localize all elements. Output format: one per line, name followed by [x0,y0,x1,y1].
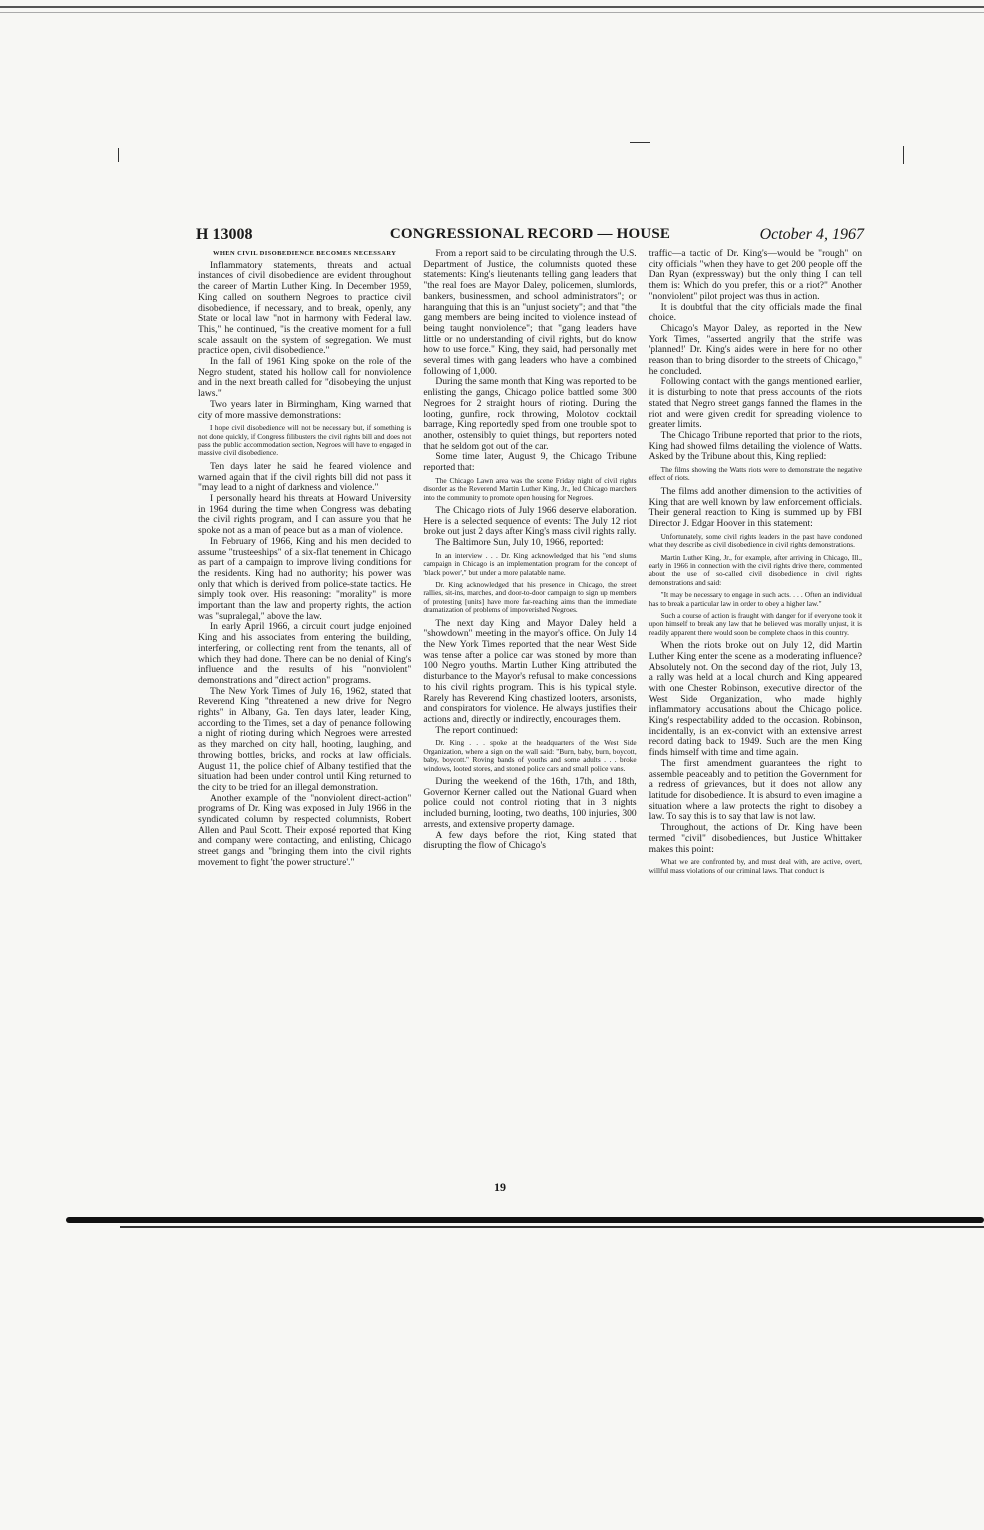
paragraph: Chicago's Mayor Daley, as reported in the New York Times, "asserted angrily that the strife was 'planned!' Dr. King's aides were in here for no other reason than to bring disorder to the streets of Chicago," he concluded. [648,322,862,377]
quoted-paragraph: The films showing the Watts riots were to demonstrate the negative effect of riots. [648,465,862,483]
paragraph: From a report said to be circulating through the U.S. Department of Justice, the columnists quoted these statements: King's lieutenants telling gang leaders that "the real foes are Mayor Daley, policemen, slumlords, bankers, businessmen, and school administrators"; or haranguing that this is an "unjust society"; and that "the gang members are being incited to violence instead of being taught nonviolence"; that "gang leaders have little or no understanding of civil rights, but do know how to use force." King, they said, had personally met several times with gang leaders who have a combined following of 1,000. [423,248,637,377]
bottom-border-rule [66,1217,984,1223]
paragraph: The Chicago Tribune reported that prior to the riots, King had showed films detailing the violence of Watts. Asked by the Tribune about this, King replied: [648,429,862,463]
quoted-paragraph: In an interview . . . Dr. King acknowledged that his "end slums campaign in Chicago is an implementation program for the concept of 'black power'," but under a more palatable name. [423,550,637,577]
scan-mark [118,148,119,162]
quoted-paragraph: Dr. King . . . spoke at the headquarters of the West Side Organization, where a sign on the wall said: "Burn, baby, burn, boycott, baby, boycott." Roving bands of youths and some adults . . . broke windows, looted stores, and stoned police cars and small police vans. [423,738,637,773]
publication-date: October 4, 1967 [759,226,864,243]
paragraph: Inflammatory statements, threats and actual instances of civil disobedience are evident throughout the career of Martin Luther King. In December 1959, King called on southern Negroes to practice civil disobedience, if necessary, and to break, openly, any State or local law "not in harmony with Federal law. This," he continued, "is the creative moment for a full scale assault on the system of segregation. We must practice open, civil disobedience." [198,259,412,357]
scan-mark [903,146,904,164]
quoted-paragraph: "It may be necessary to engage in such acts. . . . Often an individual has to break a particular law in order to obey a higher law." [648,590,862,608]
paragraph: When the riots broke out on July 12, did Martin Luther King enter the scene as a moderating influence? Absolutely not. On the second day of the riot, July 13, a rally was held at a local church and King appeared with one Chester Robinson, executive director of the West Side Organization, who made highly inflammatory accusations about the Chicago police. King's respectability added to the occasion. Robinson, incidentally, is an ex-convict with an extensive arrest record dating back to 1949. Such are the men King finds himself with time and time again. [648,640,862,759]
paragraph: Following contact with the gangs mentioned earlier, it is disturbing to note that press accounts of the riots stated that Negro street gangs fanned the flames in the riot and were given credit for spreading violence to greater limits. [648,376,862,431]
paragraph: During the same month that King was reported to be enlisting the gangs, Chicago police battled some 300 Negroes for 2 straight hours of rioting. During the looting, gunfire, rock throwing, Molotov cocktail barrage, King reportedly sped from one trouble spot to another, ostensibly to quiet things, but reporters noted that he seldom got out of the car. [423,376,637,452]
paragraph: I personally heard his threats at Howard University in 1964 during the time when Congress was debating the civil rights program, and I can assure you that he spoke not as a man of peace but as a man of violence. [198,492,412,537]
paragraph: In the fall of 1961 King spoke on the role of the Negro student, stated his hollow call for nonviolence and in the next breath called for "disobeying the unjust laws." [198,356,412,400]
paragraph: The Chicago riots of July 1966 deserve elaboration. Here is a selected sequence of events: The July 12 riot broke out just 2 days after King's mass civil rights rally. [423,504,637,538]
paragraph: Some time later, August 9, the Chicago Tribune reported that: [423,451,637,474]
column-1 [198,249,411,869]
page-id: H 13008 [196,226,253,243]
paragraph: Throughout, the actions of Dr. King have been termed "civil" disobediences, but Justice Whittaker makes this point: [648,822,862,855]
column-3 [648,248,862,875]
bottom-border-rule-thin [120,1226,984,1228]
paragraph: During the weekend of the 16th, 17th, and 18th, Governor Kerner called out the National Guard when police could not control rioting that in 3 nights included burning, looting, two deaths, 100 injuries, 300 arrests, and extensive property damage. [423,776,637,830]
paragraph: The next day King and Mayor Daley held a "showdown" meeting in the mayor's office. On July 14 the New York Times reported that the near West Side was tense after a police car was stoned by more than 100 Negro youths. Martin Luther King attributed the disturbance to the Mayor's refusal to make concessions to his civil rights program. This is his typical style. Rarely has Reverend King chastized looters, arsonists, and conspirators for violence. He always justifies their actions and, directly or indirectly, encourages them. [423,617,637,725]
quoted-paragraph: What we are confronted by, and must deal with, are active, overt, willful mass violations of our criminal laws. That conduct is [648,857,862,875]
scan-mark [630,142,650,143]
top-border-rule-thin [0,12,984,13]
paragraph: Ten days later he said he feared violence and warned again that if the civil rights bill did not pass it "may lead to a night of darkness and violence." [198,460,412,494]
text-columns [198,248,862,875]
paragraph: In February of 1966, King and his men decided to assume "trusteeships" of a six-flat tenement in Chicago as part of a campaign to improve living conditions for the residents. King had no authority; his power was only that which is derived from police-state tactics. He simply took over. His reasoning: "morality" is more important than the law and property rights, the action was "supralegal," above the law. [198,535,412,622]
quoted-paragraph: Martin Luther King, Jr., for example, after arriving in Chicago, Ill., early in 1966 in connection with the civil rights drive there, commented about the use of so-called civil disobedience in civil rights demonstrations and said: [648,552,862,587]
column-2 [423,249,636,869]
paragraph: In early April 1966, a circuit court judge enjoined King and his associates from entering the building, interfering, or collecting rent from the tenants, all of which they had done. There can be no denial of King's influence and the results of his "nonviolent" demonstrations and "direct action" programs. [198,621,412,686]
publication-title: CONGRESSIONAL RECORD — HOUSE [389,226,671,242]
paragraph: The report continued: [435,724,519,736]
page-header [196,226,864,248]
paragraph: The films add another dimension to the activities of King that are well known by law enforcement officials. Their general reaction to King is summed up by FBI Director J. Edgar Hoover in this statement: [648,485,862,529]
paragraph: The New York Times of July 16, 1962, stated that Reverend King "threatened a new drive for Negro rights" in Albany, Ga. Ten days later, leader King, according to the Times, set a day of penance following a night of rioting during which Negroes were arrested as they marched on city hall, hooting, laughing, and throwing bottles, bricks, and rocks at law officials. August 11, the police chief of Albany testified that the situation had been under control until King returned to the city to be tried for an illegal demonstration. [198,685,412,793]
paragraph: It is doubtful that the city officials made the final choice. [648,301,862,324]
section-heading: WHEN CIVIL DISOBEDIENCE BECOMES NECESSARY [212,250,397,257]
paragraph: Two years later in Birmingham, King warned that city of more massive demonstrations: [198,398,412,421]
paragraph: A few days before the riot, King stated that disrupting the flow of Chicago's [423,829,637,852]
paragraph: The Baltimore Sun, July 10, 1966, reported: [435,537,604,549]
paragraph: Another example of the "nonviolent direct-action" programs of Dr. King was exposed in July 1966 in the syndicated column by respected columnists, Robert Allen and Paul Scott. Their exposé reported that King and company were contacting, and enlisting, Chicago street gangs and "bringing them into the civil rights movement to fight 'the power structure'." [198,792,412,868]
page-number: 19 [494,1180,506,1194]
quoted-paragraph: Dr. King acknowledged that his presence in Chicago, the street rallies, sit-ins, marches, and door-to-door campaign to sign up members of protesting [units] have more far-reaching aims than the immediate dramatization of problems of impoverished Negroes. [423,580,637,615]
quoted-paragraph: The Chicago Lawn area was the scene Friday night of civil rights disorder as the Reverend Martin Luther King, Jr., led Chicago marchers into the community to promote open housing for Negroes. [423,475,637,502]
quoted-paragraph: I hope civil disobedience will not be necessary but, if something is not done quickly, if Congress filibusters the civil rights bill and does not pass the public accommodation section, Negroes will have to engaged in massive civil disobedience. [198,423,412,458]
quoted-paragraph: Such a course of action is fraught with danger for if everyone took it upon himself to break any law that he believed was morally unjust, it is readily apparent there would soon be complete chaos in this country. [648,610,862,637]
paragraph: traffic—a tactic of Dr. King's—would be "rough" on city officials "when they have to get 200 people off the Dan Ryan (expressway) but the only thing I can tell them is: Which do you prefer, this or a riot?" Another "nonviolent" pilot project was thus in action. [648,248,862,302]
quoted-paragraph: Unfortunately, some civil rights leaders in the past have condoned what they describe as civil disobedience in civil rights demonstrations. [648,531,862,550]
top-border-rule [0,6,984,8]
paragraph: The first amendment guarantees the right to assemble peaceably and to petition the Government for a redress of grievances, but it does not allow any latitude for disobedience. It is absurd to even imagine a situation where a law protects the right to disobey a law. To say this is to say that law is not law. [648,757,862,823]
